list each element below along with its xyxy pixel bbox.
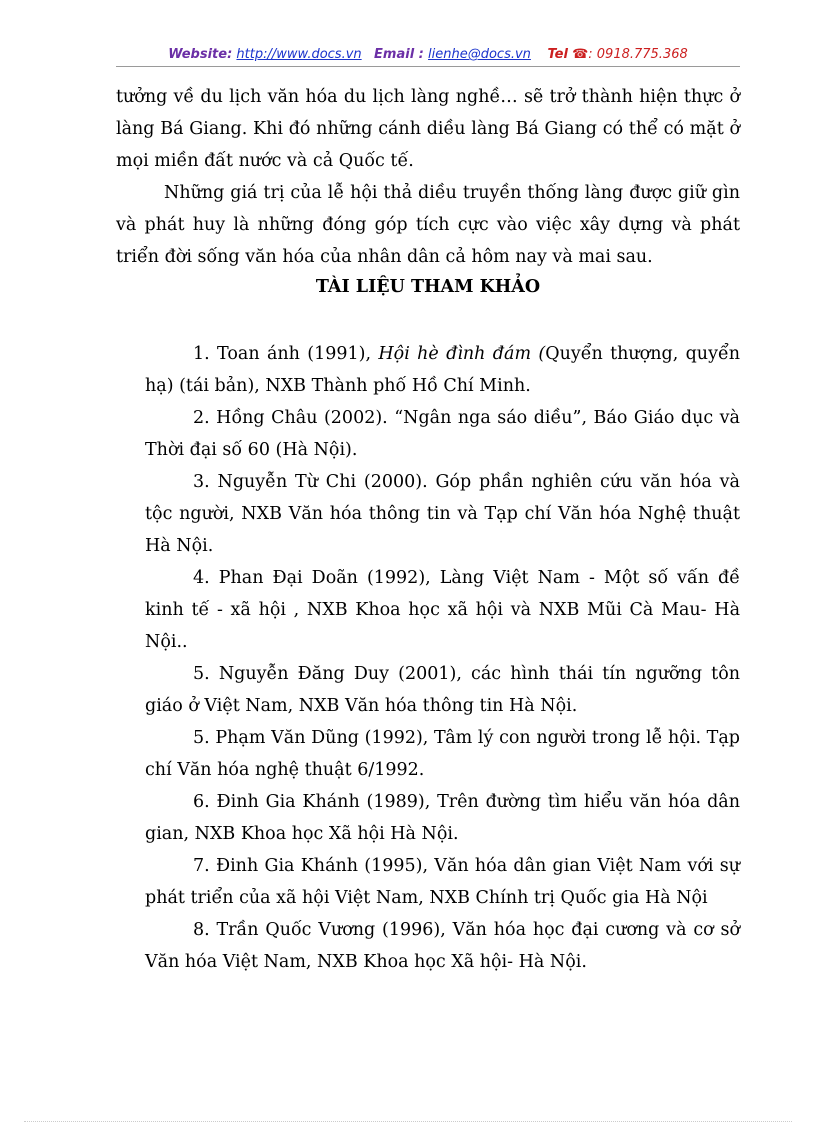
reference-item: 7. Đinh Gia Khánh (1995), Văn hóa dân gian Việt Nam với sự phát triển của xã hội Việt Nam, NXB Chính trị Quốc gia Hà Nội [145, 856, 740, 908]
reference-item: 2. Hồng Châu (2002). “Ngân nga sáo diều”, Báo Giáo dục và Thời đại số 60 (Hà Nội). [145, 408, 740, 460]
email-link[interactable]: lienhe@docs.vn [428, 47, 531, 62]
reference-item: 8. Trần Quốc Vương (1996), Văn hóa học đại cương và cơ sở Văn hóa Việt Nam, NXB Khoa học Xã hội- Hà Nội. [145, 920, 740, 972]
reference-item: 5. Nguyễn Đăng Duy (2001), các hình thái tín ngưỡng tôn giáo ở Việt Nam, NXB Văn hóa thông tin Hà Nội. [145, 664, 740, 716]
header-divider [116, 66, 740, 67]
website-link[interactable]: http://www.docs.vn [236, 47, 362, 62]
references-list [145, 338, 740, 978]
reference-text: 1. Toan ánh (1991), [193, 344, 379, 364]
email-label: Email : [374, 47, 424, 62]
reference-item: 3. Nguyễn Từ Chi (2000). Góp phần nghiên cứu văn hóa và tộc người, NXB Văn hóa thông tin và Tạp chí Văn hóa Nghệ thuật Hà Nội. [145, 472, 740, 556]
reference-italic-title: Hội hè đình đám ( [378, 344, 546, 364]
reference-text: Quyển thượng, quyển hạ) (tái bản), NXB Thành phố Hồ Chí Minh. [145, 344, 741, 396]
references-title: TÀI LIỆU THAM KHẢO [315, 277, 541, 297]
page-header [116, 47, 740, 62]
reference-item: 6. Đinh Gia Khánh (1989), Trên đường tìm hiểu văn hóa dân gian, NXB Khoa học Xã hội Hà Nội. [145, 792, 740, 844]
footer-divider [24, 1121, 792, 1122]
body-text [116, 81, 740, 273]
phone-icon: ☎ [572, 47, 589, 62]
tel-label: Tel [547, 47, 568, 62]
tel-value: : 0918.775.368 [588, 47, 688, 62]
reference-item: 4. Phan Đại Doãn (1992), Làng Việt Nam - Một số vấn đề kinh tế - xã hội , NXB Khoa học xã hội và NXB Mũi Cà Mau- Hà Nội.. [145, 568, 740, 652]
paragraph: tưởng về du lịch văn hóa du lịch làng nghề… sẽ trở thành hiện thực ở làng Bá Giang. Khi đó những cánh diều làng Bá Giang có thể có mặt ở mọi miền đất nước và cả Quốc tế. [116, 87, 740, 171]
reference-item: 5. Phạm Văn Dũng (1992), Tâm lý con người trong lễ hội. Tạp chí Văn hóa nghệ thuật 6/1992. [145, 728, 740, 780]
website-label: Website: [168, 47, 233, 62]
reference-item [145, 338, 740, 402]
paragraph: Những giá trị của lễ hội thả diều truyền thống làng được giữ gìn và phát huy là những đóng góp tích cực vào việc xây dựng và phát triển đời sống văn hóa của nhân dân cả hôm nay và mai sau. [116, 183, 740, 267]
